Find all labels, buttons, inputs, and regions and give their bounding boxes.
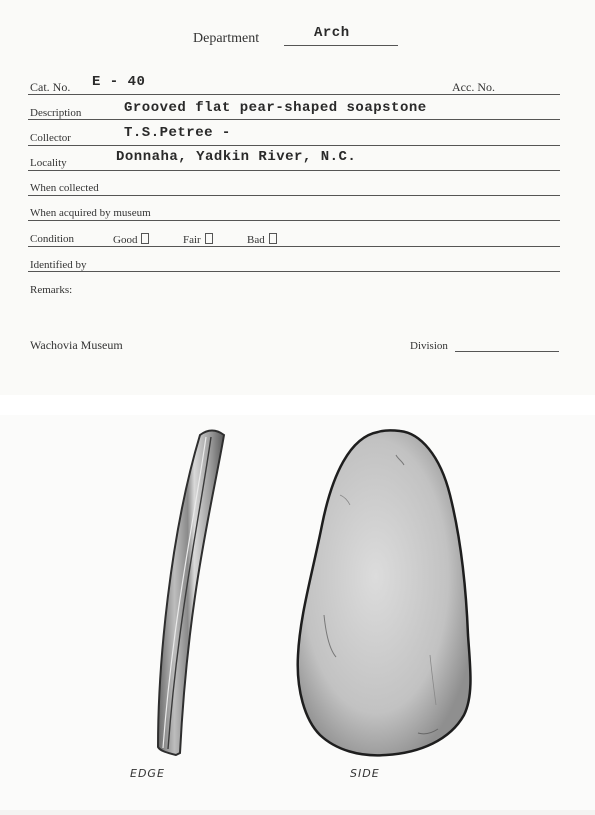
artifact-illustration [0, 415, 595, 810]
cat-no-value: E - 40 [92, 74, 146, 90]
when-acquired-line [28, 220, 560, 221]
museum-label: Wachovia Museum [30, 338, 123, 352]
artifact-drawing [0, 415, 595, 810]
side-caption: SIDE [350, 767, 380, 780]
side-view [298, 430, 471, 755]
edge-caption: EDGE [130, 767, 165, 780]
bad-checkbox [269, 233, 277, 244]
good-checkbox [141, 233, 149, 244]
when-collected-label: When collected [30, 182, 99, 194]
card-separator [0, 395, 595, 415]
description-label: Description [30, 107, 82, 119]
when-collected-line [28, 195, 560, 196]
collector-label: Collector [30, 132, 71, 144]
division-line [455, 351, 559, 352]
when-acquired-label: When acquired by museum [30, 207, 151, 219]
collector-value: T.S.Petree - [124, 125, 231, 141]
edge-view [158, 431, 224, 756]
condition-label: Condition [30, 233, 75, 245]
acc-no-label: Acc. No. [452, 80, 495, 94]
condition-bad: Bad [247, 233, 277, 246]
collector-line [28, 145, 560, 146]
condition-good: Good [113, 233, 149, 246]
description-line [28, 119, 560, 120]
description-value: Grooved flat pear-shaped soapstone [124, 100, 427, 116]
cat-no-label: Cat. No. [30, 80, 71, 94]
condition-fair: Fair [183, 233, 213, 246]
locality-value: Donnaha, Yadkin River, N.C. [116, 149, 357, 165]
locality-line [28, 170, 560, 171]
catalog-card [0, 0, 595, 395]
identified-by-line [28, 271, 560, 272]
department-line [284, 45, 398, 46]
cat-no-line [28, 94, 560, 95]
condition-line [28, 246, 560, 247]
department-label: Department [193, 31, 260, 46]
department-value: Arch [314, 25, 350, 41]
fair-checkbox [205, 233, 213, 244]
locality-label: Locality [30, 157, 67, 169]
identified-by-label: Identified by [30, 259, 87, 271]
remarks-label: Remarks: [30, 284, 73, 296]
division-label: Division [410, 340, 448, 352]
